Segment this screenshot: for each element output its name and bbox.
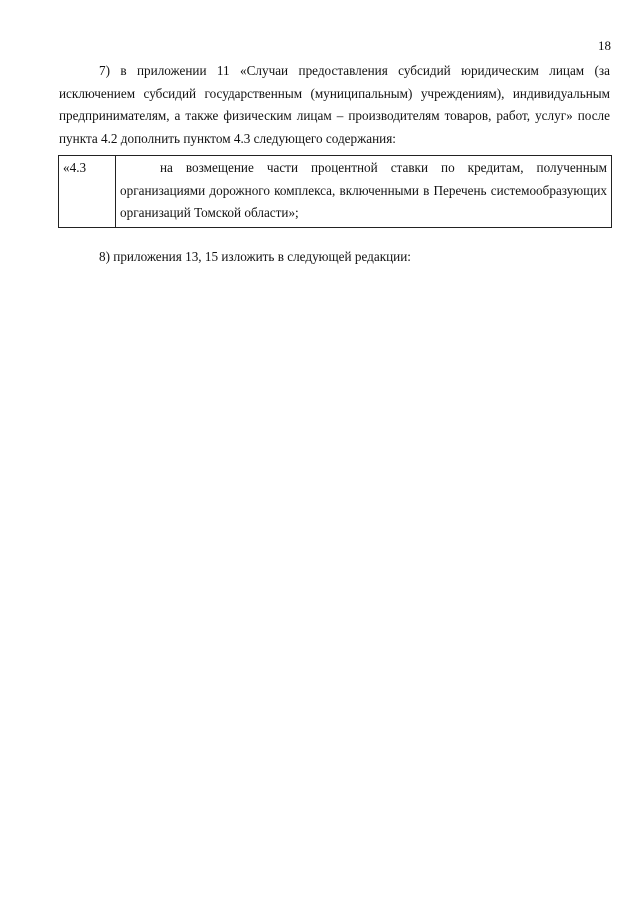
paragraph-item-7: 7) в приложении 11 «Случаи предоставления субсидий юридическим лицам (за исключением субсидий государственным (муниципальным) учреждениям), индивидуальным предпринимателям, а также физическим лицам – производителям товаров, работ, услуг» после пункта 4.2 дополнить пунктом 4.3 следующего содержания: [59, 63, 610, 146]
amendment-table [58, 155, 612, 228]
clause-number-cell: «4.3 [59, 156, 116, 228]
clause-text-cell: на возмещение части процентной ставки по кредитам, полученным организациями дорожного комплекса, включенными в Перечень системообразующих организаций Томской области»; [116, 156, 612, 228]
page-number: 18 [598, 38, 611, 53]
paragraph-item-8: 8) приложения 13, 15 изложить в следующей редакции: [99, 249, 411, 264]
table-row [59, 156, 612, 228]
